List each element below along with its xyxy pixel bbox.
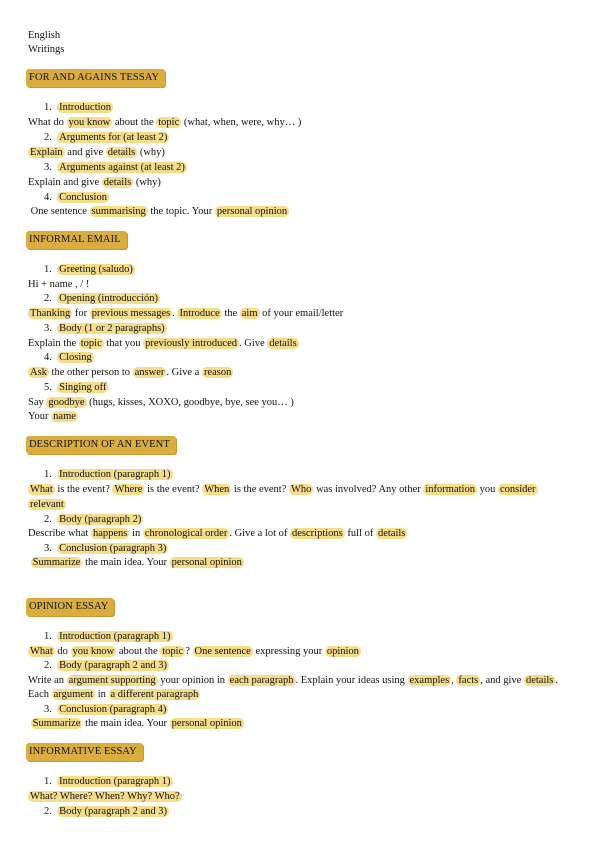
highlighted-text: When <box>204 484 230 495</box>
text-segment: (what, when, were, why… ) <box>181 117 302 128</box>
highlighted-text: What <box>30 646 53 657</box>
text-segment: and give <box>60 177 102 188</box>
body-line <box>28 498 66 512</box>
highlighted-text: What? Where? When? Why? Who? <box>30 791 180 802</box>
doc-subtitle: Writings <box>28 44 65 55</box>
numbered-step <box>44 101 113 115</box>
body-line <box>28 146 165 160</box>
text-segment: Hi + name , / ! <box>28 279 90 290</box>
numbered-step <box>44 263 135 277</box>
body-line <box>28 483 538 497</box>
text-segment: do <box>54 646 71 657</box>
body-line <box>28 556 244 570</box>
section-title: DESCRIPTION OF AN EVENT <box>26 436 176 454</box>
text-segment: 2. <box>44 660 58 671</box>
highlighted-text: you know <box>72 646 115 657</box>
body-line <box>28 527 407 541</box>
body-line <box>28 116 301 130</box>
highlighted-text: Conclusion <box>59 192 107 203</box>
text-segment: 2. <box>44 293 58 304</box>
section-title: INFORMAL EMAIL <box>26 231 127 249</box>
highlighted-text: facts <box>458 675 479 686</box>
highlighted-text: details <box>269 338 297 349</box>
highlighted-text: Arguments for (at least 2) <box>59 132 168 143</box>
highlighted-text: descriptions <box>292 528 343 539</box>
text-segment: 3. <box>44 704 58 715</box>
text-segment: 1. <box>44 776 58 787</box>
highlighted-text: Explain <box>30 147 63 158</box>
text-segment: 2. <box>44 132 58 143</box>
doc-subject: English <box>28 30 61 41</box>
text-segment: 1. <box>44 264 58 275</box>
highlighted-text: argument <box>53 689 94 700</box>
text-segment: . Explain your ideas using <box>295 675 408 686</box>
numbered-step <box>44 805 169 819</box>
body-line <box>28 278 89 292</box>
text-segment: 1. <box>44 631 58 642</box>
text-segment: full of <box>344 528 376 539</box>
numbered-step <box>44 468 173 482</box>
text-segment: 3. <box>44 162 58 173</box>
text-segment: Describe what <box>28 528 91 539</box>
highlighted-text: previous messages <box>91 308 171 319</box>
text-segment: 2. <box>44 514 58 525</box>
text-segment: of your email/letter <box>259 308 344 319</box>
text-segment: is the event? <box>144 484 203 495</box>
body-line <box>28 645 361 659</box>
text-segment: Each <box>28 689 52 700</box>
text-segment: you <box>476 484 498 495</box>
text-segment: , and give <box>480 675 524 686</box>
body-line <box>28 790 182 804</box>
highlighted-text: chronological order <box>144 528 228 539</box>
highlighted-text: topic <box>80 338 102 349</box>
text-segment: . Give a <box>166 367 202 378</box>
highlighted-text: topic <box>162 646 184 657</box>
numbered-step <box>44 161 187 175</box>
text-segment: for <box>72 308 90 319</box>
text-segment: and give <box>64 147 106 158</box>
text-segment: 5. <box>44 382 58 393</box>
text-segment: Explain <box>28 177 61 188</box>
highlighted-text: Introduction (paragraph 1) <box>59 469 171 480</box>
text-segment: in <box>95 689 109 700</box>
highlighted-text: summarising <box>91 206 146 217</box>
highlighted-text: Introduction (paragraph 1) <box>59 776 171 787</box>
highlighted-text: Opening (introducción) <box>59 293 158 304</box>
numbered-step <box>44 292 160 306</box>
body-line <box>28 717 244 731</box>
text-segment: is the event? <box>54 484 113 495</box>
numbered-step <box>44 775 173 789</box>
text-segment: ? <box>185 646 193 657</box>
highlighted-text: previously introduced <box>145 338 237 349</box>
highlighted-text: Body (1 or 2 paragraphs) <box>59 323 165 334</box>
highlighted-text: Summarize <box>32 557 81 568</box>
body-line <box>28 337 299 351</box>
highlighted-text: argument supporting <box>68 675 156 686</box>
highlighted-text: each paragraph <box>229 675 294 686</box>
highlighted-text: Closing <box>59 352 92 363</box>
numbered-step <box>44 191 109 205</box>
text-segment: the main idea. Your <box>82 557 170 568</box>
highlighted-text: What <box>30 484 53 495</box>
highlighted-text: name <box>53 411 76 422</box>
text-segment: is the event? <box>231 484 290 495</box>
text-segment: Explain the <box>28 338 79 349</box>
body-line <box>28 396 294 410</box>
highlighted-text: details <box>107 147 136 158</box>
highlighted-text: answer <box>134 367 165 378</box>
text-segment: that you <box>103 338 144 349</box>
text-segment: . <box>172 308 178 319</box>
highlighted-text: relevant <box>30 499 64 510</box>
highlighted-text: Body (paragraph 2 and 3) <box>59 660 168 671</box>
highlighted-text: details <box>103 177 132 188</box>
highlighted-text: topic <box>158 117 180 128</box>
highlighted-text: Introduce <box>179 308 220 319</box>
highlighted-text: Conclusion (paragraph 3) <box>59 543 167 554</box>
text-segment: 1. <box>44 102 58 113</box>
highlighted-text: One sentence <box>194 646 251 657</box>
numbered-step <box>44 659 169 673</box>
text-segment: 1. <box>44 469 58 480</box>
highlighted-text: Introduction (paragraph 1) <box>59 631 171 642</box>
body-line <box>28 410 78 424</box>
highlighted-text: personal opinion <box>216 206 288 217</box>
highlighted-text: Singing off <box>59 382 107 393</box>
highlighted-text: Greeting (saludo) <box>59 264 133 275</box>
body-line <box>28 688 200 702</box>
text-segment: 4. <box>44 352 58 363</box>
text-segment: 4. <box>44 192 58 203</box>
text-segment: Your <box>28 411 52 422</box>
body-line <box>28 205 289 219</box>
highlighted-text: Conclusion (paragraph 4) <box>59 704 167 715</box>
highlighted-text: aim <box>241 308 258 319</box>
text-segment: your opinion in <box>157 675 228 686</box>
numbered-step <box>44 131 169 145</box>
highlighted-text: reason <box>203 367 232 378</box>
body-line <box>28 176 161 190</box>
highlighted-text: personal opinion <box>171 557 242 568</box>
text-segment: (hugs, kisses, XOXO, goodbye, bye, see you… ) <box>86 397 294 408</box>
numbered-step <box>44 322 167 336</box>
body-line <box>28 674 558 688</box>
highlighted-text: happens <box>92 528 128 539</box>
numbered-step <box>44 542 168 556</box>
text-segment: the <box>221 308 240 319</box>
text-segment: about the <box>116 646 161 657</box>
highlighted-text: personal opinion <box>171 718 242 729</box>
numbered-step <box>44 351 94 365</box>
text-segment: . Give a lot of <box>229 528 290 539</box>
text-segment: (why) <box>137 147 165 158</box>
body-line <box>28 366 233 380</box>
highlighted-text: Body (paragraph 2 and 3) <box>59 806 168 817</box>
highlighted-text: Where <box>114 484 143 495</box>
text-segment: . Give <box>238 338 268 349</box>
text-segment: the topic. Your <box>147 206 215 217</box>
body-line <box>28 307 343 321</box>
text-segment: was involved? Any other <box>313 484 424 495</box>
text-segment: . <box>555 675 559 686</box>
highlighted-text: Who <box>291 484 312 495</box>
highlighted-text: information <box>425 484 475 495</box>
highlighted-text: goodbye <box>48 397 85 408</box>
text-segment: 3. <box>44 323 58 334</box>
highlighted-text: Introduction <box>59 102 112 113</box>
text-segment: expressing your <box>252 646 325 657</box>
numbered-step <box>44 513 143 527</box>
highlighted-text: Summarize <box>32 718 81 729</box>
text-segment: the main idea. Your <box>82 718 170 729</box>
numbered-step <box>44 381 108 395</box>
highlighted-text: details <box>377 528 406 539</box>
numbered-step <box>44 703 168 717</box>
highlighted-text: Body (paragraph 2) <box>59 514 142 525</box>
text-segment: What do <box>28 117 67 128</box>
section-title: OPINION ESSAY <box>26 598 114 616</box>
highlighted-text: you know <box>68 117 111 128</box>
section-title: FOR AND AGAINS TESSAY <box>26 69 165 87</box>
text-segment: in <box>129 528 143 539</box>
section-title: INFORMATIVE ESSAY <box>26 743 143 761</box>
text-segment: , <box>451 675 457 686</box>
highlighted-text: details <box>525 675 554 686</box>
text-segment: Write an <box>28 675 67 686</box>
highlighted-text: examples <box>409 675 450 686</box>
text-segment: 2. <box>44 806 58 817</box>
text-segment: 3. <box>44 543 58 554</box>
text-segment: the other person to <box>48 367 133 378</box>
numbered-step <box>44 630 173 644</box>
text-segment: One sentence <box>28 206 90 217</box>
highlighted-text: consider <box>499 484 536 495</box>
text-segment: about the <box>112 117 157 128</box>
highlighted-text: Arguments against (at least 2) <box>59 162 185 173</box>
highlighted-text: a different paragraph <box>110 689 199 700</box>
highlighted-text: opinion <box>326 646 359 657</box>
highlighted-text: Ask <box>30 367 47 378</box>
highlighted-text: Thanking <box>30 308 71 319</box>
text-segment: (why) <box>133 177 161 188</box>
text-segment: Say <box>28 397 47 408</box>
